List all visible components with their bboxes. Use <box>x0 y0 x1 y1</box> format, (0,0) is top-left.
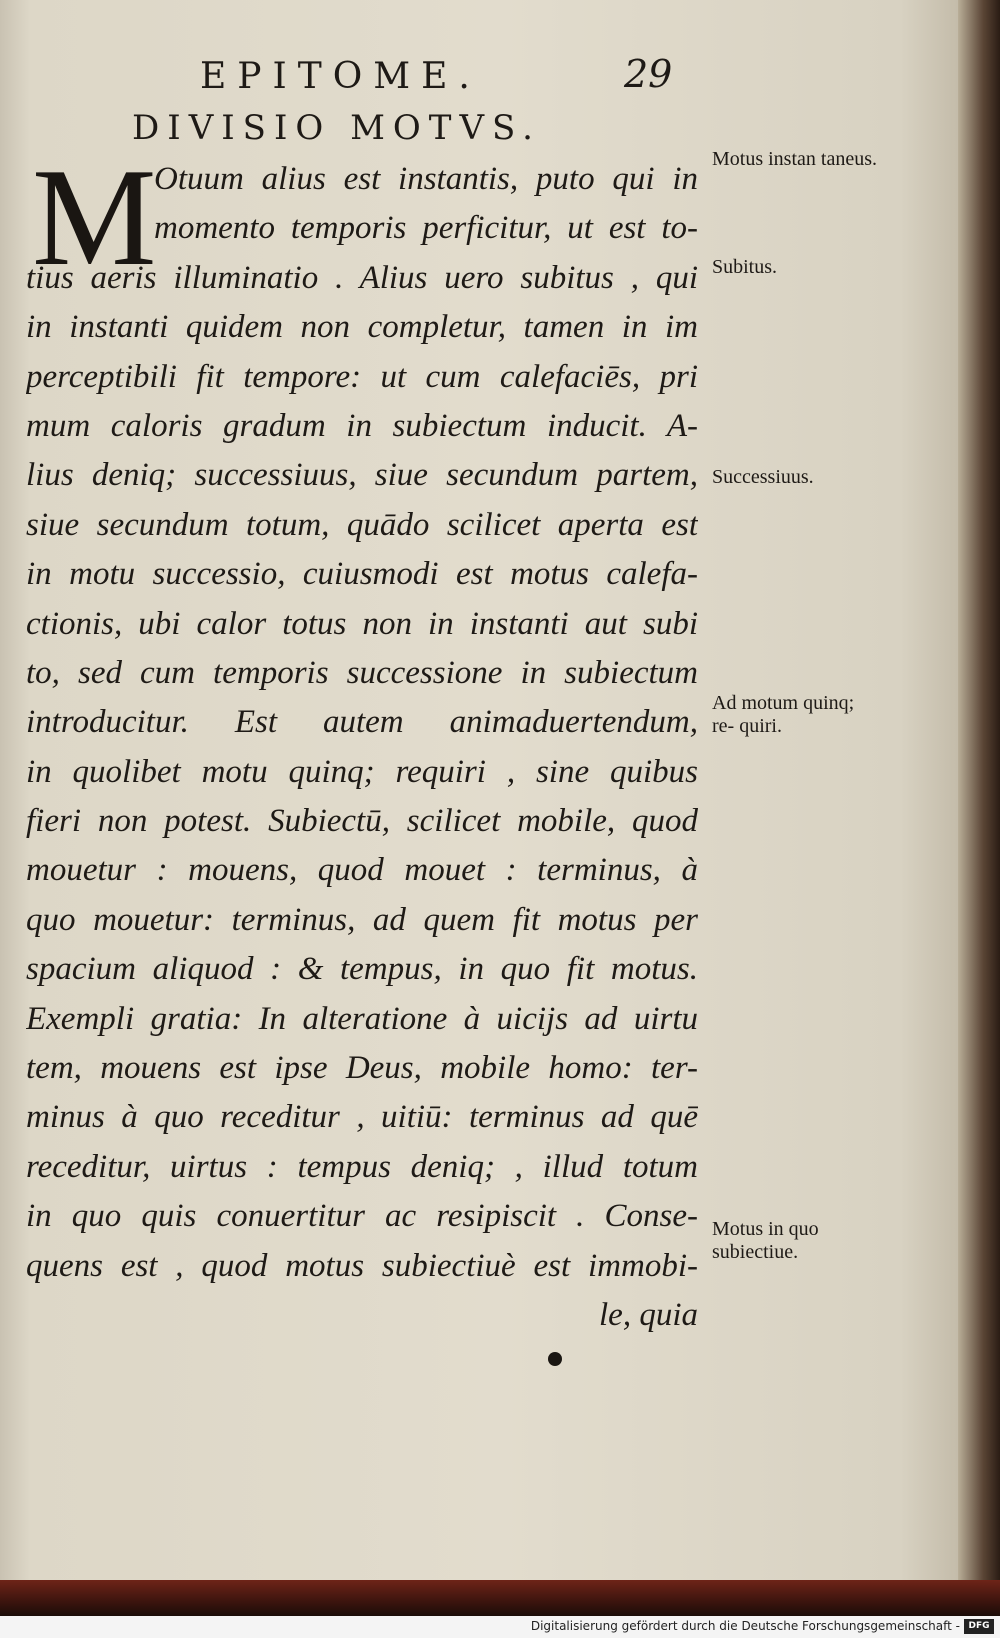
margin-note-instantaneus: Motus instan taneus. <box>712 148 877 170</box>
margin-note-subitus: Subitus. <box>712 256 778 278</box>
body-line: in quolibet motu quinq; requiri , sine quibus <box>26 753 698 790</box>
section-title: DIVISIO MOTVS. <box>132 108 541 148</box>
footer-credit: Digitalisierung gefördert durch die Deutsche Forschungsgemeinschaft - <box>530 1619 960 1633</box>
running-head: EPITOME. <box>200 56 481 97</box>
body-line: perceptibili fit tempore: ut cum calefaciēs, pri <box>26 358 698 395</box>
body-line: quens est , quod motus subiectiuè est immobi- <box>26 1247 698 1284</box>
body-line: in motu successio, cuiusmodi est motus calefa- <box>26 556 698 593</box>
body-line: fieri non potest. Subiectū, scilicet mobile, quod <box>26 803 698 840</box>
body-line: spacium aliquod : & tempus, in quo fit motus. <box>26 951 698 988</box>
body-line: Exempli gratia: In alteratione à uicijs ad uirtu <box>26 1000 698 1037</box>
body-line: lius deniq; successiuus, siue secundum partem, <box>26 457 698 494</box>
dfg-logo: DFG <box>964 1619 994 1634</box>
body-line: mouetur : mouens, quod mouet : terminus, à <box>26 852 698 889</box>
margin-note-motus-in-quo: Motus in quo subiectiue. <box>712 1218 819 1263</box>
page-number: 29 <box>624 52 673 96</box>
body-line: mum caloris gradum in subiectum inducit. A- <box>26 407 698 444</box>
page-edge <box>958 0 1000 1580</box>
margin-note-ad-motum: Ad motum quinq; re- quiri. <box>712 692 855 737</box>
body-line: to, sed cum temporis successione in subiectum <box>26 654 698 691</box>
body-line: tem, mouens est ipse Deus, mobile homo: ter- <box>26 1050 698 1087</box>
body-line: quo mouetur: terminus, ad quem fit motus per <box>26 901 698 938</box>
binding-band <box>0 1580 1000 1616</box>
body-line: in instanti quidem non completur, tamen in im <box>26 309 698 346</box>
body-line: siue secundum totum, quādo scilicet aperta est <box>26 506 698 543</box>
body-line: Otuum alius est instantis, puto qui in <box>154 161 698 197</box>
body-line: minus à quo receditur , uitiū: terminus ad quē <box>26 1099 698 1136</box>
body-line: receditur, uirtus : tempus deniq; , illud totum <box>26 1148 698 1185</box>
body-line: in quo quis conuertitur ac resipiscit . Conse- <box>26 1198 698 1235</box>
body-text <box>26 155 698 1340</box>
body-line: tius aeris illuminatio . Alius uero subitus , qui <box>26 259 698 296</box>
body-line: ctionis, ubi calor totus non in instanti aut subi <box>26 605 698 642</box>
body-line: introducitur. Est autem animaduertendum, <box>26 704 698 741</box>
footer-strip <box>0 1616 1000 1638</box>
body-line: le, quia <box>599 1296 698 1333</box>
signature-dot <box>548 1352 562 1366</box>
drop-cap: M <box>32 140 157 295</box>
margin-note-successiuus: Successiuus. <box>712 466 814 488</box>
body-line: momento temporis perficitur, ut est to- <box>154 210 698 247</box>
